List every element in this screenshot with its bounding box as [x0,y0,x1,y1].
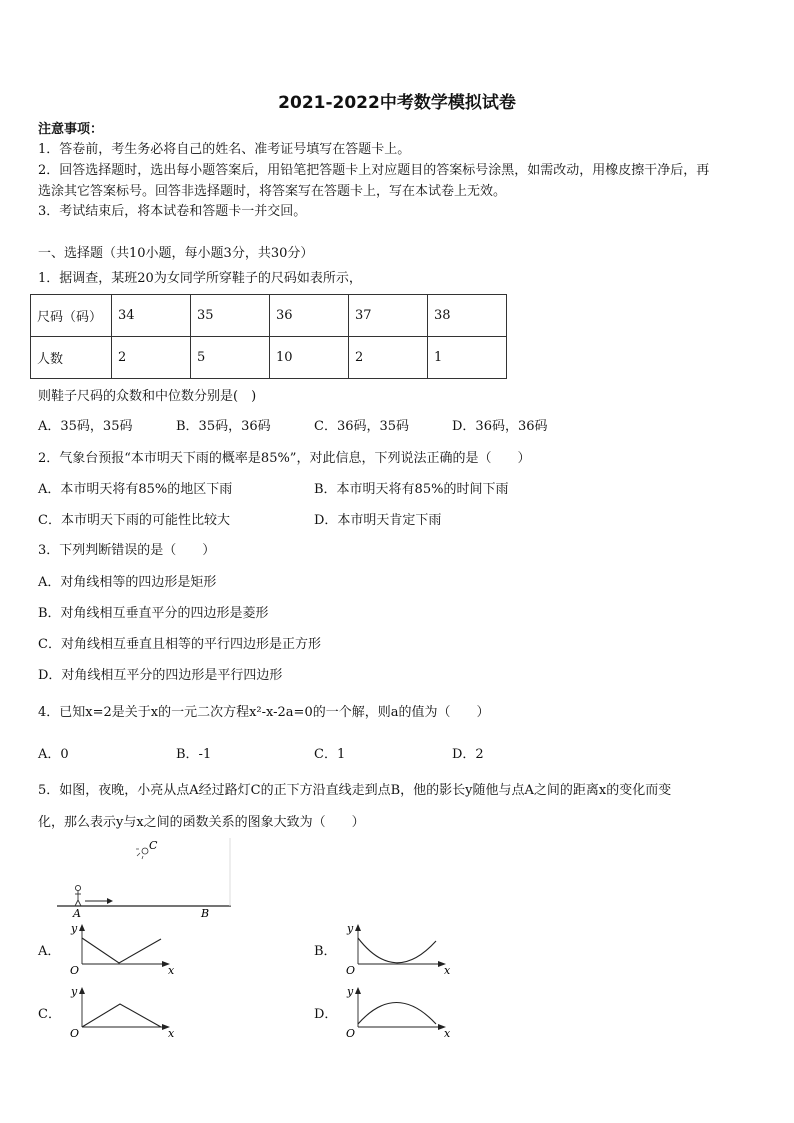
table-cell: 35 [191,295,270,337]
exam-title: 2021-2022中考数学模拟试卷 [278,93,516,113]
y-axis-label: y [71,985,78,998]
origin-label: O [70,964,80,977]
q2-stem: 2．气象台预报“本市明天下雨的概率是85%”，对此信息，下列说法正确的是（ ） [38,451,531,466]
table-cell: 10 [270,337,349,379]
q1-option-b: B．35码，36码 [176,419,271,434]
point-label-A: A [73,907,81,920]
lamp-icon [136,848,148,859]
q1-stem: 1．据调查，某班20为女同学所穿鞋子的尺码如表所示， [38,271,362,286]
table-cell: 人数 [31,337,112,379]
walking-person-icon [75,885,81,906]
table-cell: 1 [428,337,507,379]
lamp-scene-figure [55,838,235,918]
notice-item-2: 2．回答选择题时，选出每小题答案后，用铅笔把答题卡上对应题目的答案标号涂黑，如需改动，用橡皮擦干净后，再 [38,163,710,178]
q2-option-d: D．本市明天肯定下雨 [314,513,442,528]
arch-curve [358,1003,436,1025]
q5-option-a-letter: A． [38,944,61,959]
v-shaped-curve [82,938,161,963]
q2-option-b: B．本市明天将有85%的时间下雨 [314,482,509,497]
q5-stem-line1: 5．如图，夜晚，小亮从点A经过路灯C的正下方沿直线走到点B，他的影长y随他与点A之间的距离x的变化而变 [38,783,672,798]
table-row [31,295,507,337]
x-axis-label: x [444,964,451,977]
q3-stem: 3．下列判断错误的是（ ） [38,543,216,558]
notice-item-1: 1．答卷前，考生务必将自己的姓名、准考证号填写在答题卡上。 [38,142,411,157]
y-axis-label: y [347,922,354,935]
graph-option-a [64,921,174,976]
shoe-size-table [30,294,507,379]
table-row [31,337,507,379]
q4-option-c: C．1 [314,747,346,762]
u-shaped-curve [358,938,436,963]
q4-stem: 4．已知x=2是关于x的一元二次方程x²-x-2a=0的一个解，则a的值为（ ） [38,705,490,720]
table-cell: 5 [191,337,270,379]
notice-item-2-cont: 选涂其它答案标号。回答非选择题时，将答案写在答题卡上，写在本试卷上无效。 [38,184,507,199]
q5-option-b-letter: B． [314,944,337,959]
peak-curve [82,1004,161,1027]
q5-option-c-letter: C． [38,1007,61,1022]
q3-option-a: A．对角线相等的四边形是矩形 [38,575,217,590]
q5-stem-line2: 化，那么表示y与x之间的函数关系的图象大致为（ ） [38,815,365,830]
q3-option-d: D．对角线相互平分的四边形是平行四边形 [38,668,283,683]
origin-label: O [346,1027,356,1040]
table-cell: 2 [112,337,191,379]
q1-option-a: A．35码，35码 [38,419,133,434]
q1-question: 则鞋子尺码的众数和中位数分别是( ) [38,389,257,404]
x-axis-label: x [168,1027,175,1040]
q1-option-c: C．36码，35码 [314,419,410,434]
q2-option-c: C．本市明天下雨的可能性比较大 [38,513,230,528]
lamp-label-C: C [149,839,158,852]
arrow-head [107,898,113,904]
graph-option-c [64,984,174,1039]
x-axis-label: x [168,964,175,977]
table-cell: 34 [112,295,191,337]
graph-option-d [340,984,450,1039]
section-heading: 一、选择题（共10小题，每小题3分，共30分） [38,246,314,261]
table-cell: 2 [349,337,428,379]
x-axis-label: x [444,1027,451,1040]
table-cell: 37 [349,295,428,337]
point-label-B: B [201,907,210,920]
q3-option-c: C．对角线相互垂直且相等的平行四边形是正方形 [38,637,321,652]
table-cell: 38 [428,295,507,337]
graph-option-b [340,921,450,976]
table-cell: 36 [270,295,349,337]
q4-option-d: D．2 [452,747,484,762]
q3-option-b: B．对角线相互垂直平分的四边形是菱形 [38,606,269,621]
table-cell: 尺码（码） [31,295,112,337]
q4-option-b: B．-1 [176,747,212,762]
notice-item-3: 3．考试结束后，将本试卷和答题卡一并交回。 [38,204,307,219]
q4-option-a: A．0 [38,747,69,762]
origin-label: O [70,1027,80,1040]
q5-option-d-letter: D． [314,1007,338,1022]
origin-label: O [346,964,356,977]
y-axis-label: y [71,922,78,935]
q1-option-d: D．36码，36码 [452,419,548,434]
y-axis-label: y [347,985,354,998]
q2-option-a: A．本市明天将有85%的地区下雨 [38,482,233,497]
notice-heading: 注意事项： [38,122,104,137]
